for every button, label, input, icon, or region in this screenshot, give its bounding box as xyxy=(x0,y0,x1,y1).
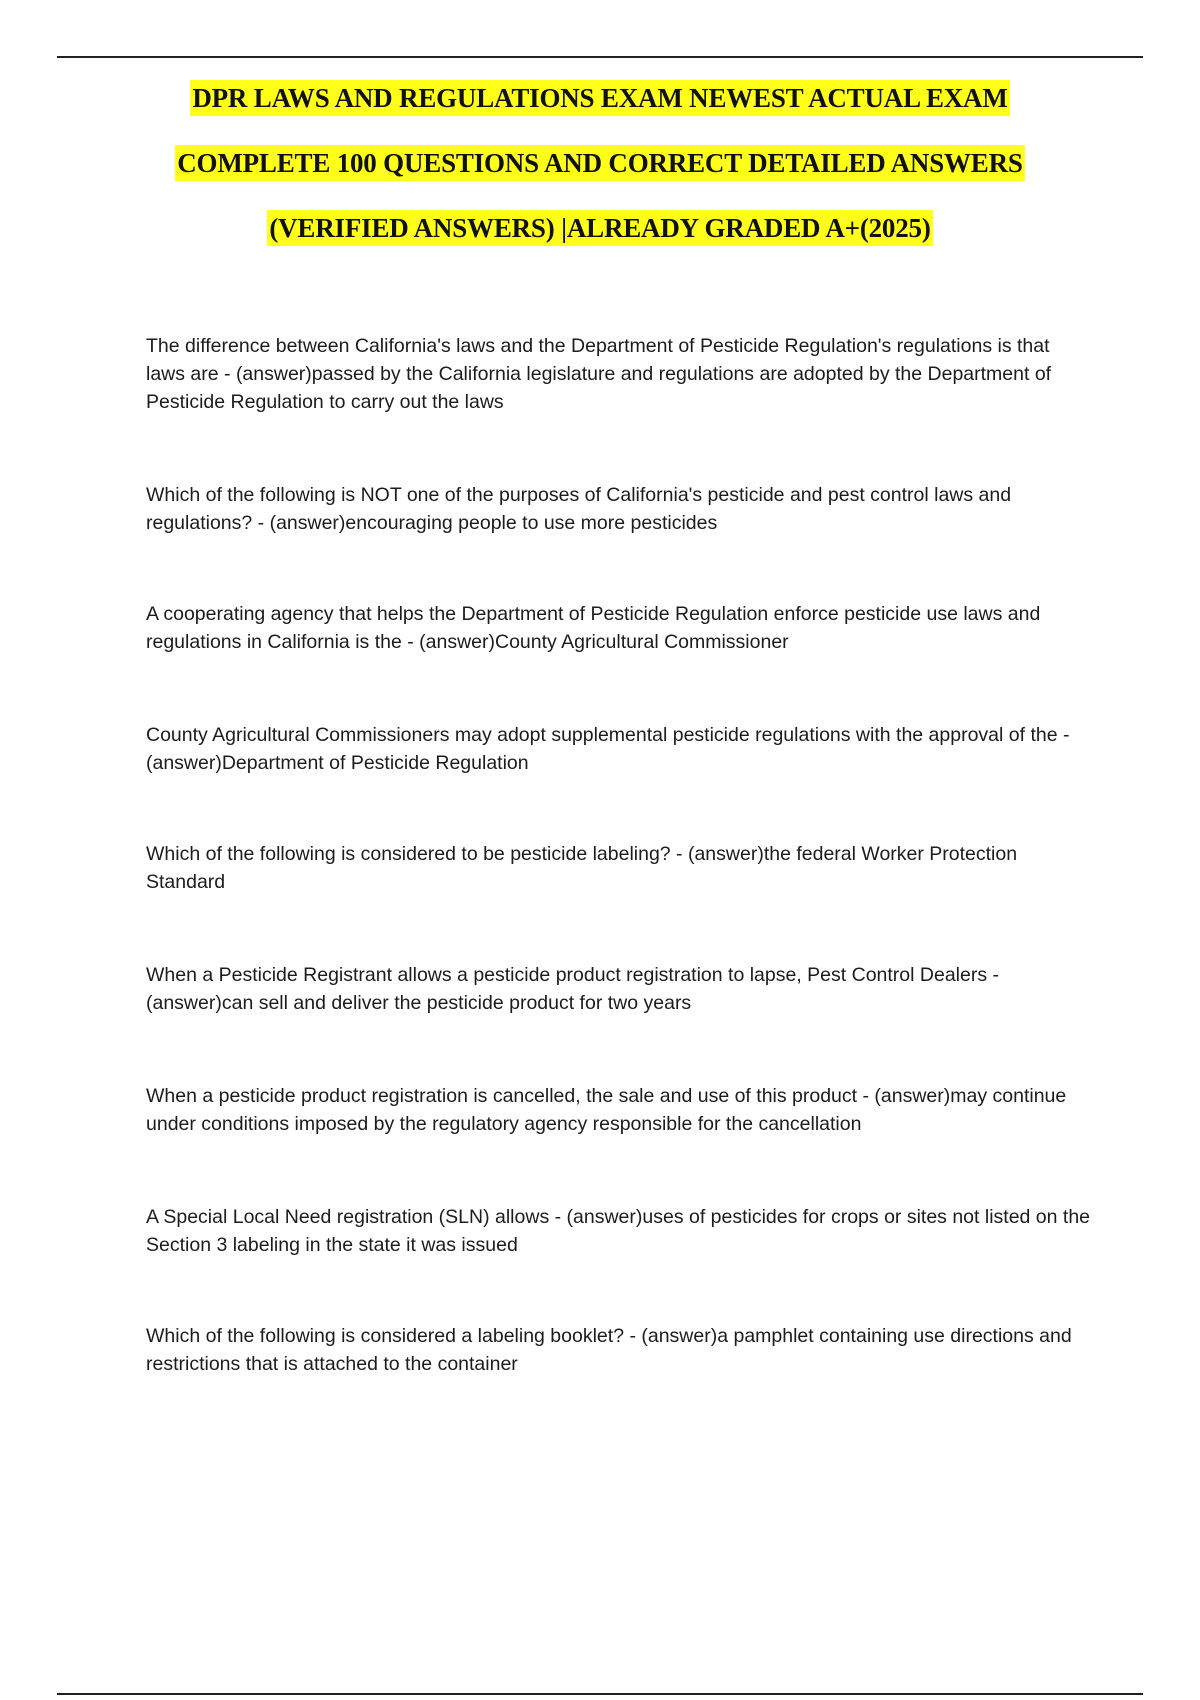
qa-item-9: Which of the following is considered a labeling booklet? - (answer)a pamphlet containing use directions and restrictions that is attached to the container xyxy=(146,1325,1072,1375)
bottom-rule xyxy=(57,1693,1143,1695)
title-line-1: DPR LAWS AND REGULATIONS EXAM NEWEST ACTUAL EXAM xyxy=(0,66,1200,131)
qa-item-2: Which of the following is NOT one of the purposes of California's pesticide and pest control laws and regulations? - (answer)encouraging people to use more pesticides xyxy=(146,484,1012,534)
qa-item-7: When a pesticide product registration is cancelled, the sale and use of this product - (answer)may continue under conditions imposed by the regulatory agency responsible for the cancellation xyxy=(146,1085,1067,1135)
qa-item-5: Which of the following is considered to be pesticide labeling? - (answer)the federal Worker Protection Standard xyxy=(146,843,1018,893)
qa-item-6: When a Pesticide Registrant allows a pesticide product registration to lapse, Pest Control Dealers - (answer)can sell and deliver the pesticide product for two years xyxy=(146,964,999,1014)
title-line-3: (VERIFIED ANSWERS) |ALREADY GRADED A+(2025) xyxy=(0,196,1200,261)
qa-item-8: A Special Local Need registration (SLN) allows - (answer)uses of pesticides for crops or sites not listed on the Section 3 labeling in the state it was issued xyxy=(146,1206,1091,1256)
top-rule xyxy=(57,56,1143,58)
qa-item-1: The difference between California's laws and the Department of Pesticide Regulation's regulations is that laws are - (answer)passed by the California legislature and regulations are adopted by the Department of Pesticide Regulation to carry out the laws xyxy=(146,335,1052,413)
qa-item-4: County Agricultural Commissioners may adopt supplemental pesticide regulations with the approval of the - (answer)Department of Pesticide Regulation xyxy=(146,724,1070,774)
qa-item-3: A cooperating agency that helps the Department of Pesticide Regulation enforce pesticide use laws and regulations in California is the - (answer)County Agricultural Commissioner xyxy=(146,603,1041,653)
title-line-2: COMPLETE 100 QUESTIONS AND CORRECT DETAILED ANSWERS xyxy=(0,131,1200,196)
document-title xyxy=(0,66,1200,261)
